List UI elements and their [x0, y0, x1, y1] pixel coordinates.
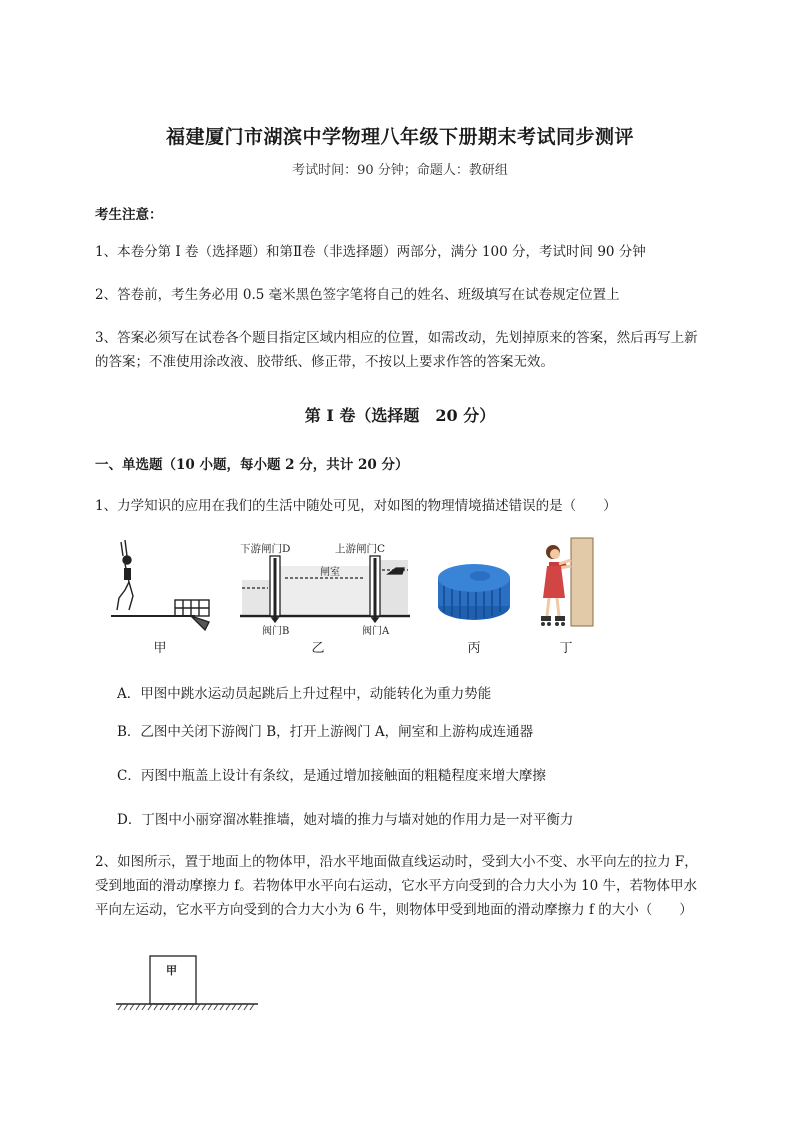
figure-label-ding: 丁 [559, 641, 573, 656]
diver-figure [105, 538, 215, 633]
q1-option-b: B．乙图中关闭下游阀门 B，打开上游阀门 A，闸室和上游构成连通器 [117, 724, 534, 740]
notice-item-3-cont: 的答案；不准使用涂改液、胶带纸、修正带，不按以上要求作答的答案无效。 [95, 354, 554, 370]
notice-heading: 考生注意： [95, 207, 163, 223]
block-label: 甲 [166, 964, 177, 977]
ship-lock-figure [240, 538, 410, 636]
question-2-line-3: 平向左运动，它水平方向受到的合力大小为 6 牛，则物体甲受到地面的滑动摩擦力 f 的大小（ ） [95, 902, 693, 918]
notice-item-1: 1、本卷分第 I 卷（选择题）和第Ⅱ卷（非选择题）两部分，满分 100 分，考试时间 90 分钟 [95, 244, 646, 260]
girl-pushing-wall-figure [535, 536, 595, 628]
figure-label-jia: 甲 [153, 641, 167, 656]
question-2-line-1: 2、如图所示，置于地面上的物体甲，沿水平地面做直线运动时，受到大小不变、水平向左的拉力 F， [95, 854, 698, 870]
label-chamber: 闸室 [320, 567, 340, 578]
page-title: 福建厦门市湖滨中学物理八年级下册期末考试同步测评 [165, 126, 634, 148]
block-on-ground-figure [112, 950, 262, 1016]
q1-option-a: A．甲图中跳水运动员起跳后上升过程中，动能转化为重力势能 [117, 686, 492, 702]
notice-item-2: 2、答卷前，考生务必用 0.5 毫米黑色签字笔将自己的姓名、班级填写在试卷规定位置上 [95, 287, 620, 303]
q1-option-c: C．丙图中瓶盖上设计有条纹，是通过增加接触面的粗糙程度来增大摩擦 [117, 768, 546, 784]
label-valve-b: 阀门B [262, 626, 290, 636]
exam-info: 考试时间：90 分钟；命题人：教研组 [292, 163, 508, 178]
label-upstream-gate: 上游闸门C [335, 543, 386, 555]
question-1-stem: 1、力学知识的应用在我们的生活中随处可见，对如图的物理情境描述错误的是（ ） [95, 498, 617, 514]
q1-option-d: D．丁图中小丽穿溜冰鞋推墙，她对墙的推力与墙对她的作用力是一对平衡力 [117, 812, 574, 828]
figure-label-yi: 乙 [311, 641, 325, 656]
part-heading: 一、单选题（10 小题，每小题 2 分，共计 20 分） [95, 457, 409, 473]
bottle-cap-figure [434, 560, 514, 622]
label-valve-a: 阀门A [362, 626, 390, 636]
section-title: 第 I 卷（选择题 20 分） [304, 406, 496, 425]
notice-item-3: 3、答案必须写在试卷各个题目指定区域内相应的位置，如需改动，先划掉原来的答案，然后再写上新 [95, 330, 698, 346]
figure-label-bing: 丙 [467, 641, 481, 656]
label-downstream-gate: 下游闸门D [240, 543, 291, 555]
question-2-line-2: 受到地面的滑动摩擦力 f。若物体甲水平向右运动，它水平方向受到的合力大小为 10 牛，若物体甲水 [95, 878, 698, 894]
